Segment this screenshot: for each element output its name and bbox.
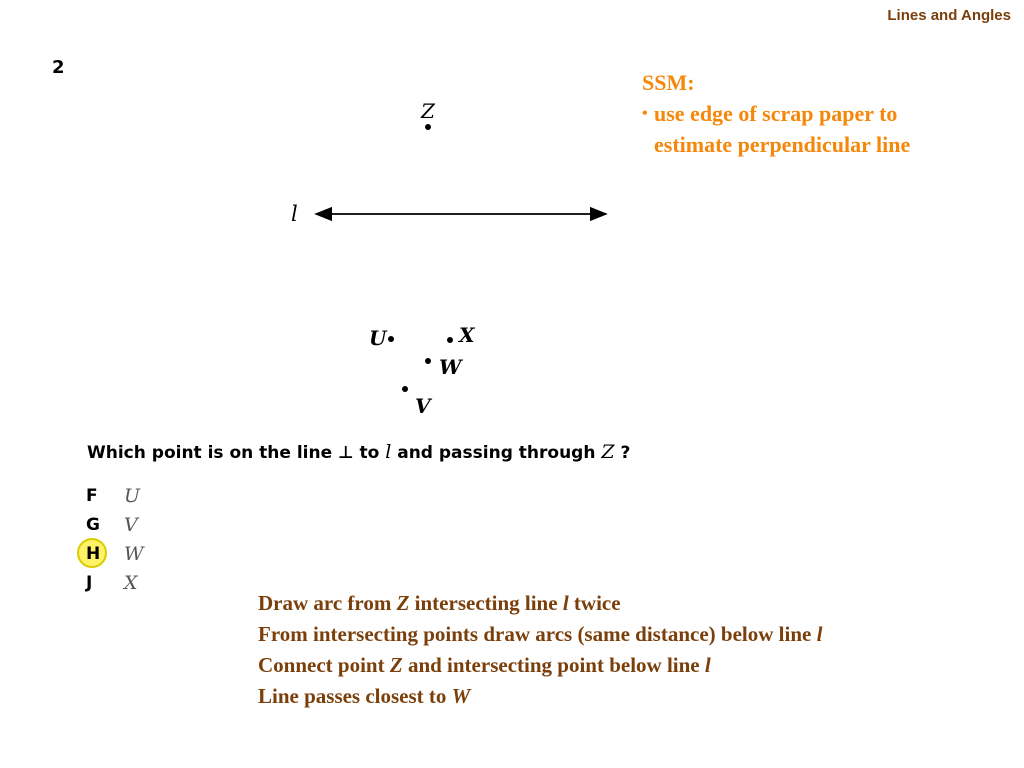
choice-letter: F — [86, 486, 98, 506]
point-v-label: V — [415, 394, 431, 418]
point-v — [402, 386, 408, 392]
question-line-symbol: l — [385, 441, 392, 463]
point-z — [425, 124, 431, 130]
choice-letter: J — [86, 573, 93, 593]
step-4: Line passes closest to W — [258, 684, 471, 708]
question-part1: Which point is on the line ⊥ to — [87, 443, 386, 463]
choice-letter: H — [86, 544, 101, 564]
choice-value: V — [124, 514, 138, 536]
question-text — [87, 441, 630, 463]
choice-letter: G — [86, 515, 100, 535]
answer-choice-f[interactable] — [86, 482, 140, 510]
choice-value: W — [124, 543, 144, 565]
answer-choice-j[interactable] — [86, 569, 138, 597]
point-x-label: X — [459, 323, 475, 347]
page-title: Lines and Angles — [887, 7, 1011, 24]
point-u-label: U — [369, 326, 387, 350]
step-3: Connect point Z and intersecting point below line l — [258, 653, 711, 677]
bullet-icon: • — [642, 105, 648, 122]
point-u — [388, 336, 394, 342]
answer-choice-g[interactable] — [86, 511, 138, 539]
ssm-bullet-line2: estimate perpendicular line — [654, 132, 911, 157]
answer-choice-h[interactable] — [86, 540, 144, 568]
choice-value: U — [124, 485, 141, 507]
question-part2: and passing through — [391, 443, 602, 463]
line-l-label: l — [291, 202, 298, 226]
point-z-label: Z — [421, 99, 435, 123]
question-number: 2 — [52, 57, 65, 78]
ssm-heading: SSM: — [642, 70, 695, 95]
choice-value: X — [124, 572, 138, 594]
question-part3: ? — [614, 443, 631, 463]
step-1: Draw arc from Z intersecting line l twice — [258, 591, 621, 615]
step-2: From intersecting points draw arcs (same distance) below line l — [258, 622, 823, 646]
point-w-label: W — [439, 355, 462, 379]
ssm-bullet-line1: use edge of scrap paper to — [654, 101, 898, 126]
point-w — [425, 358, 431, 364]
question-point-symbol: Z — [601, 441, 615, 463]
point-x — [447, 337, 453, 343]
solution-steps — [258, 588, 822, 712]
